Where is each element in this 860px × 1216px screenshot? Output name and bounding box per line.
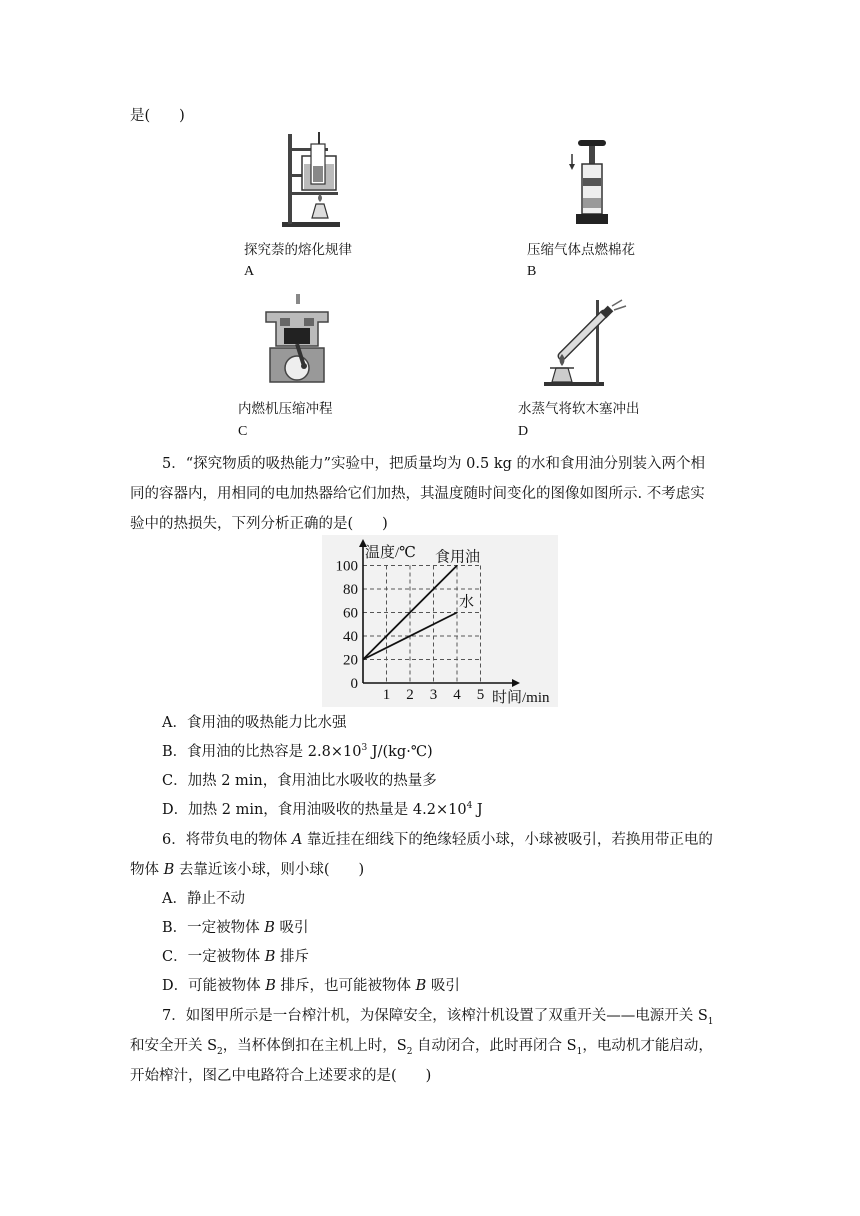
x-axis-label: 时间/min	[492, 690, 550, 706]
q5-option-c: C．加热 2 min，食用油比水吸收的热量多	[162, 773, 437, 789]
x-tick-label-2: 2	[406, 687, 414, 703]
q5-stem-line3: 验中的热损失，下列分析正确的是( )	[130, 516, 388, 532]
option-letter-b: B	[527, 264, 537, 279]
option-letter-a: A	[244, 264, 255, 279]
engine-c-figure	[262, 292, 332, 384]
q5-stem-line2: 同的容器内，用相同的电加热器给它们加热，其温度随时间变化的图像如图所示. 不考虑实	[130, 486, 705, 502]
option-letter-d: D	[518, 424, 529, 439]
q7-stem-line1: 7．如图甲所示是一台榨汁机，为保障安全，该榨汁机设置了双重开关——电源开关 $S_1$	[162, 1008, 714, 1027]
y-axis-label: 温度/℃	[365, 545, 416, 561]
x-tick-label-4: 4	[453, 687, 461, 703]
x-tick-label-1: 1	[382, 687, 391, 703]
y-tick-label-60: 60	[343, 605, 358, 622]
apparatus-a-figure	[278, 130, 344, 228]
y-tick-label-20: 20	[343, 652, 358, 669]
y-tick-label-80: 80	[343, 582, 358, 598]
temperature-time-chart	[322, 535, 558, 707]
caption-c: 内燃机压缩冲程	[238, 401, 333, 417]
series-label-oil: 食用油	[435, 549, 481, 566]
q5-option-d: D．加热 2 min，食用油吸收的热量是 $4.2\times 10^4$ J	[162, 801, 483, 818]
q7-stem-line3: 开始榨汁，图乙中电路符合上述要求的是( )	[130, 1068, 432, 1084]
q5-option-b: B．食用油的比热容是 $2.8\times 10^3$ J/(kg·℃)	[162, 743, 433, 760]
q6-stem-line2: 物体 B 去靠近该小球，则小球( )	[130, 862, 365, 878]
q6-option-d: D．可能被物体 B 排斥，也可能被物体 B 吸引	[162, 978, 460, 994]
caption-a: 探究萘的熔化规律	[244, 242, 352, 258]
q6-stem-line1: 6．将带负电的物体 A 靠近挂在细线下的绝缘轻质小球，小球被吸引，若换用带正电的	[162, 832, 713, 848]
q6-option-b: B．一定被物体 B 吸引	[162, 920, 309, 936]
x-tick-label-5: 5	[476, 687, 485, 703]
series-label-water: 水	[459, 594, 475, 611]
x-tick-label-3: 3	[429, 687, 438, 703]
y-tick-label-40: 40	[343, 629, 358, 645]
q6-option-a: A．静止不动	[162, 891, 245, 907]
caption-b: 压缩气体点燃棉花	[527, 242, 635, 258]
q5-option-a: A．食用油的吸热能力比水强	[162, 715, 347, 731]
q5-stem-line1: 5．“探究物质的吸热能力”实验中，把质量均为 0.5 kg 的水和食用油分别装入两个相	[162, 456, 706, 472]
option-letter-c: C	[238, 424, 248, 439]
q7-stem-line2: 和安全开关 $S_2$，当杯体倒扣在主机上时，$S_2$ 自动闭合，此时再闭合 $S_1$，电动机才能启动，	[130, 1038, 713, 1057]
caption-d: 水蒸气将软木塞冲出	[518, 401, 640, 417]
fire-syringe-b-figure	[562, 138, 612, 228]
y-tick-label-0: 0	[350, 676, 358, 692]
y-tick-label-100: 100	[335, 558, 358, 575]
steam-cork-d-figure	[542, 298, 628, 386]
q6-option-c: C．一定被物体 B 排斥	[162, 949, 309, 965]
q4-tail: 是( )	[130, 108, 185, 124]
